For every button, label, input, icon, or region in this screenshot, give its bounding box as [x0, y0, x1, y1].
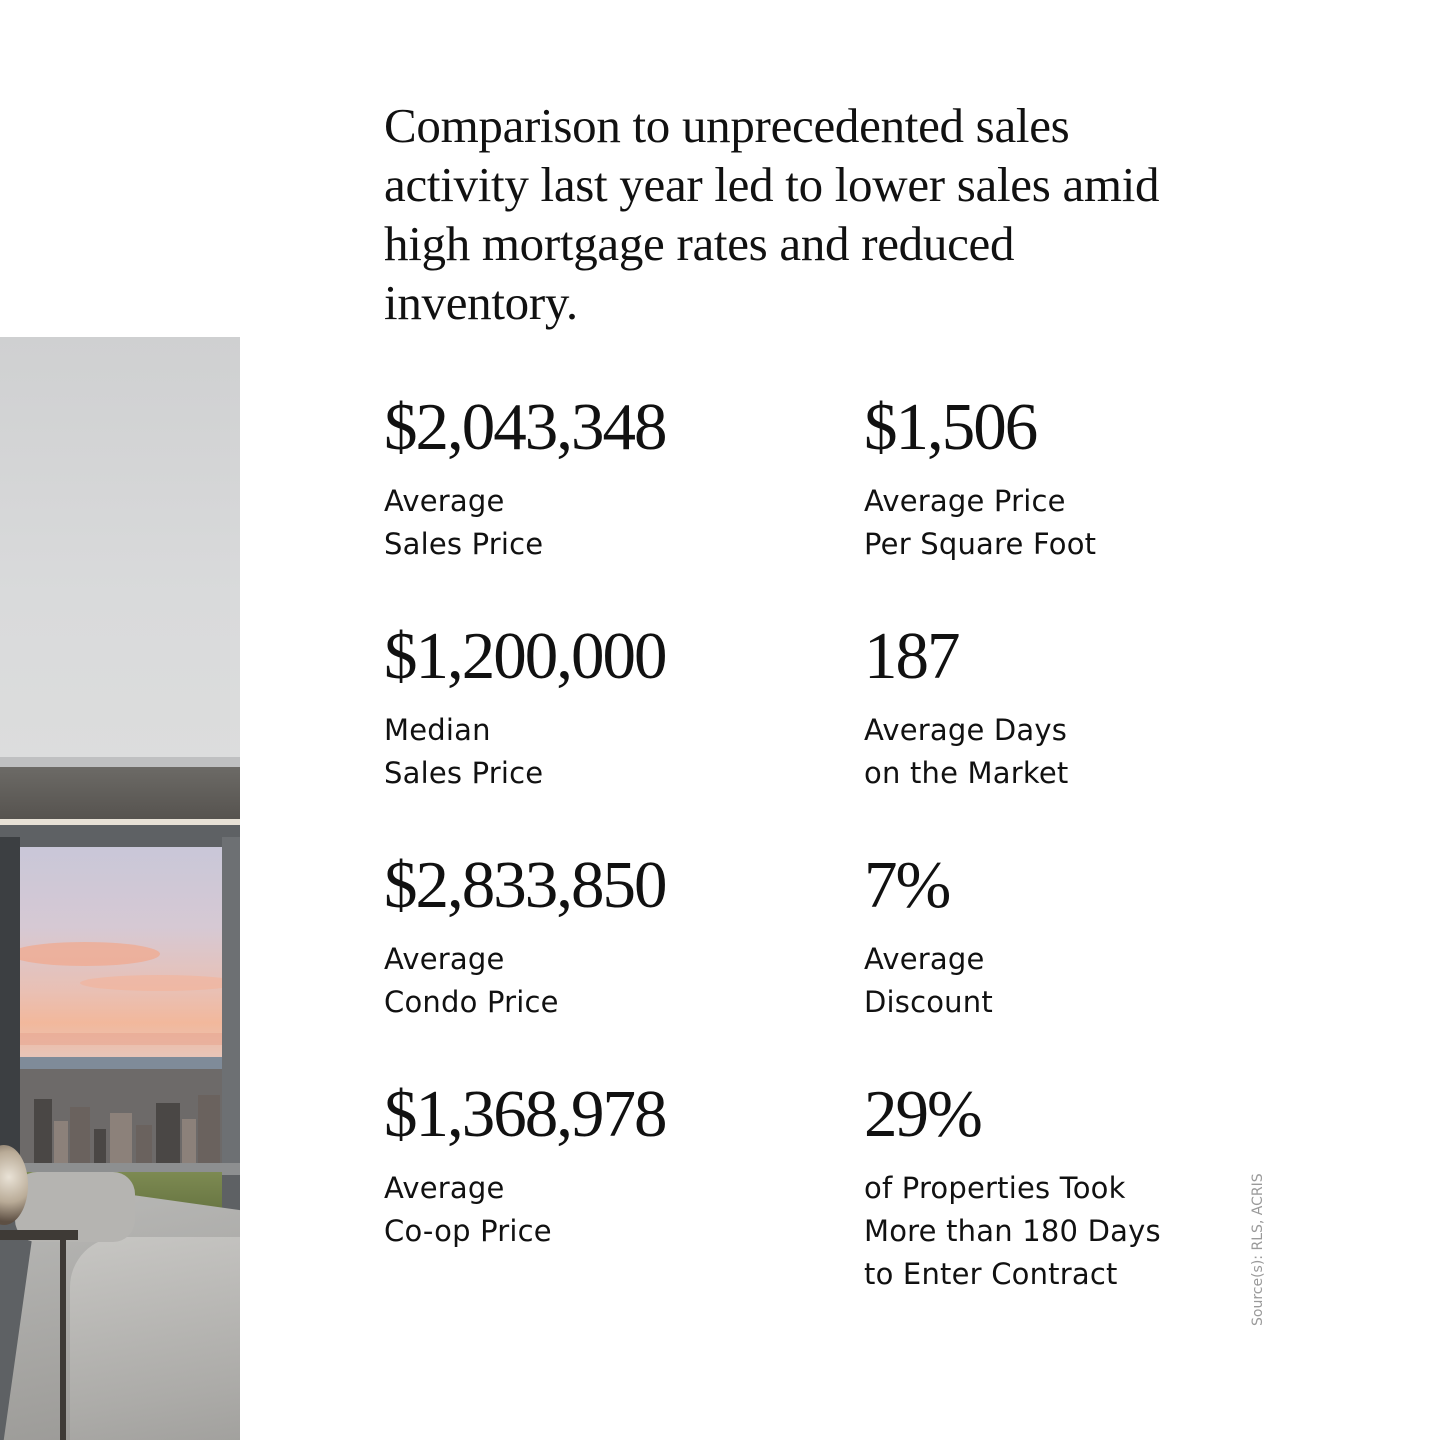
- stat-average-price-per-square-foot: [864, 392, 1284, 566]
- stat-median-sales-price: [384, 621, 804, 795]
- photo-sofa-arm: [70, 1237, 240, 1440]
- photo-building: [156, 1103, 180, 1167]
- photo-side-table: [0, 1230, 78, 1240]
- photo-horizon: [20, 1057, 222, 1069]
- photo-city-skyline: [20, 1069, 222, 1167]
- source-note: Source(s): RLS, ACRIS: [1250, 1173, 1266, 1326]
- photo-building: [54, 1121, 68, 1167]
- stat-label: Average Co-op Price: [384, 1171, 552, 1248]
- photo-cloud: [20, 1033, 222, 1045]
- stat-value: $1,506: [864, 390, 1037, 464]
- photo-building: [34, 1099, 52, 1167]
- photo-window-mullion: [0, 837, 20, 1167]
- interior-photo: [0, 337, 240, 1440]
- photo-building: [198, 1095, 220, 1167]
- photo-soffit: [0, 767, 240, 822]
- photo-building: [70, 1107, 90, 1167]
- photo-side-table-leg: [60, 1240, 66, 1440]
- photo-building: [94, 1129, 106, 1167]
- photo-building: [136, 1125, 152, 1167]
- stat-value: 187: [864, 619, 959, 693]
- photo-cloud: [20, 942, 160, 966]
- stat-label: Average Sales Price: [384, 484, 544, 561]
- stat-average-condo-price: [384, 850, 804, 1024]
- stat-label: Average Days on the Market: [864, 713, 1069, 790]
- stat-average-discount: [864, 850, 1284, 1024]
- stat-label: Average Discount: [864, 942, 993, 1019]
- photo-ceiling: [0, 337, 240, 767]
- stat-value: 29%: [864, 1077, 981, 1151]
- stat-properties-over-180-days: [864, 1079, 1284, 1296]
- stat-value: $1,200,000: [384, 619, 666, 693]
- stat-label: of Properties Took More than 180 Days to Enter Contract: [864, 1171, 1161, 1291]
- photo-window-view: [20, 847, 222, 1167]
- photo-window-frame: [222, 837, 240, 1167]
- stat-value: $2,833,850: [384, 848, 666, 922]
- stat-label: Median Sales Price: [384, 713, 544, 790]
- stat-average-coop-price: [384, 1079, 804, 1253]
- photo-building: [182, 1119, 196, 1167]
- stat-value: $2,043,348: [384, 390, 666, 464]
- stat-label: Average Price Per Square Foot: [864, 484, 1097, 561]
- stat-label: Average Condo Price: [384, 942, 559, 1019]
- stat-average-days-on-market: [864, 621, 1284, 795]
- stat-value: 7%: [864, 848, 950, 922]
- headline: Comparison to unprecedented sales activity last year led to lower sales amid high mortgage rates and reduced inventory.: [384, 98, 1160, 330]
- photo-cloud: [80, 975, 222, 991]
- stat-average-sales-price: [384, 392, 804, 566]
- stat-value: $1,368,978: [384, 1077, 666, 1151]
- photo-building: [110, 1113, 132, 1167]
